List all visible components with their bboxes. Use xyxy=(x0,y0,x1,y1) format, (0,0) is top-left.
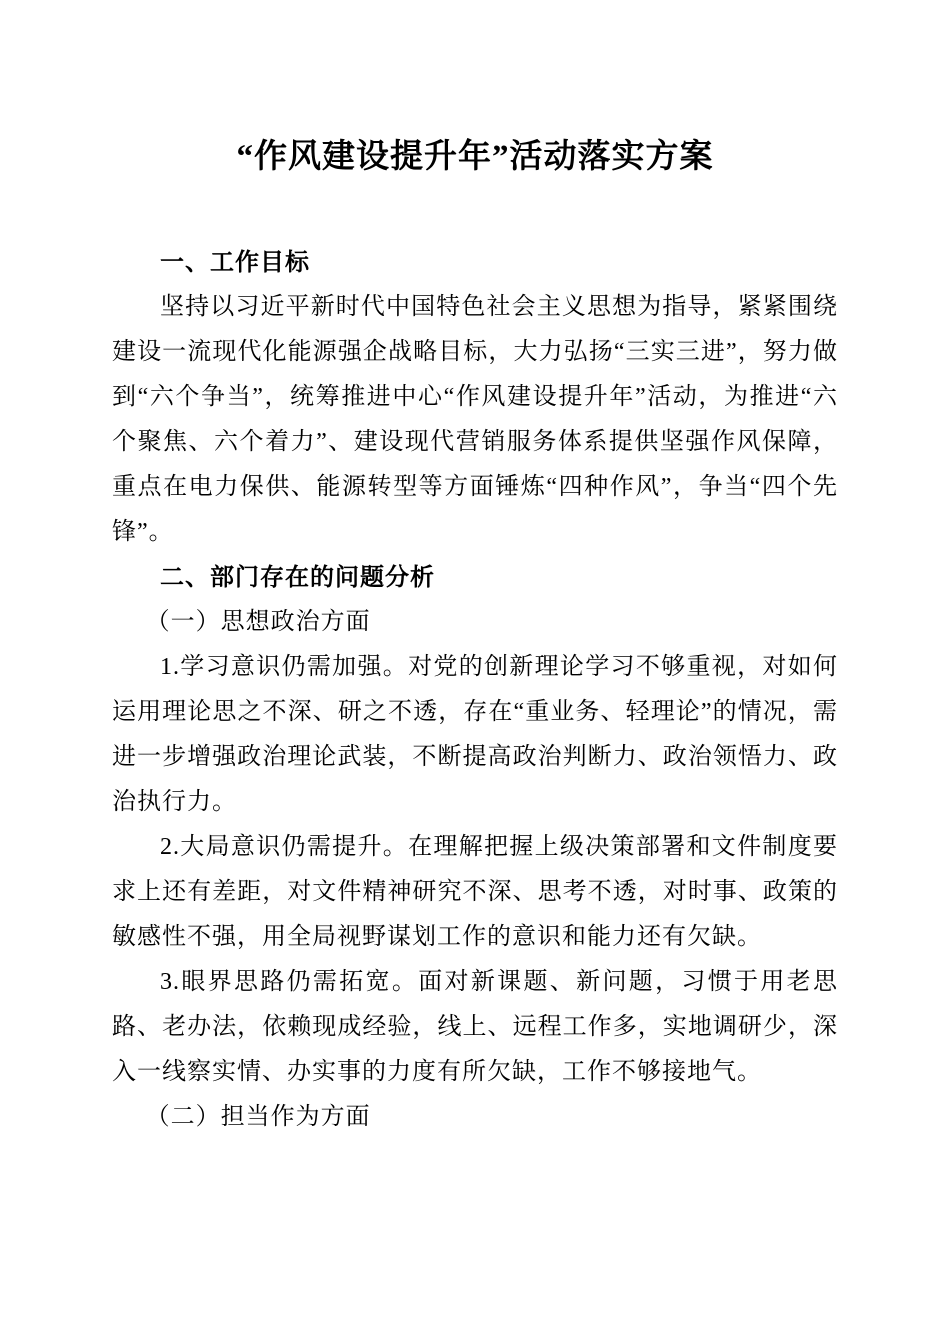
document-body xyxy=(112,240,838,1140)
paragraph-problem-3-broadening-horizons: 3.眼界思路仍需拓宽。面对新课题、新问题，习惯于用老思路、老办法，依赖现成经验，线上、远程工作多，实地调研少，深入一线察实情、办实事的力度有所欠缺，工作不够接地气。 xyxy=(112,969,838,1085)
paragraph-problem-2-big-picture-awareness: 2.大局意识仍需提升。在理解把握上级决策部署和文件制度要求上还有差距，对文件精神研究不深、思考不透，对时事、政策的敏感性不强，用全局视野谋划工作的意识和能力还有欠缺。 xyxy=(112,834,838,950)
subheading-responsibility-action: （二）担当作为方面 xyxy=(145,1104,371,1130)
heading-problem-analysis: 二、部门存在的问题分析 xyxy=(160,564,435,591)
subheading-ideological-political: （一）思想政治方面 xyxy=(145,609,371,635)
heading-work-goals: 一、工作目标 xyxy=(160,249,310,276)
document-title: “作风建设提升年”活动落实方案 xyxy=(236,139,714,175)
paragraph-problem-1-learning-awareness: 1.学习意识仍需加强。对党的创新理论学习不够重视，对如何运用理论思之不深、研之不透，存在“重业务、轻理论”的情况，需进一步增强政治理论武装，不断提高政治判断力、政治领悟力、政治执行力。 xyxy=(112,654,838,815)
paragraph-guiding-principles: 坚持以习近平新时代中国特色社会主义思想为指导，紧紧围绕建设一流现代化能源强企战略目标，大力弘扬“三实三进”，努力做到“六个争当”，统筹推进中心“作风建设提升年”活动，为推进“六个聚焦、六个着力”、建设现代营销服务体系提供坚强作风保障，重点在电力保供、能源转型等方面锤炼“四种作风”，争当“四个先锋”。 xyxy=(112,294,838,545)
